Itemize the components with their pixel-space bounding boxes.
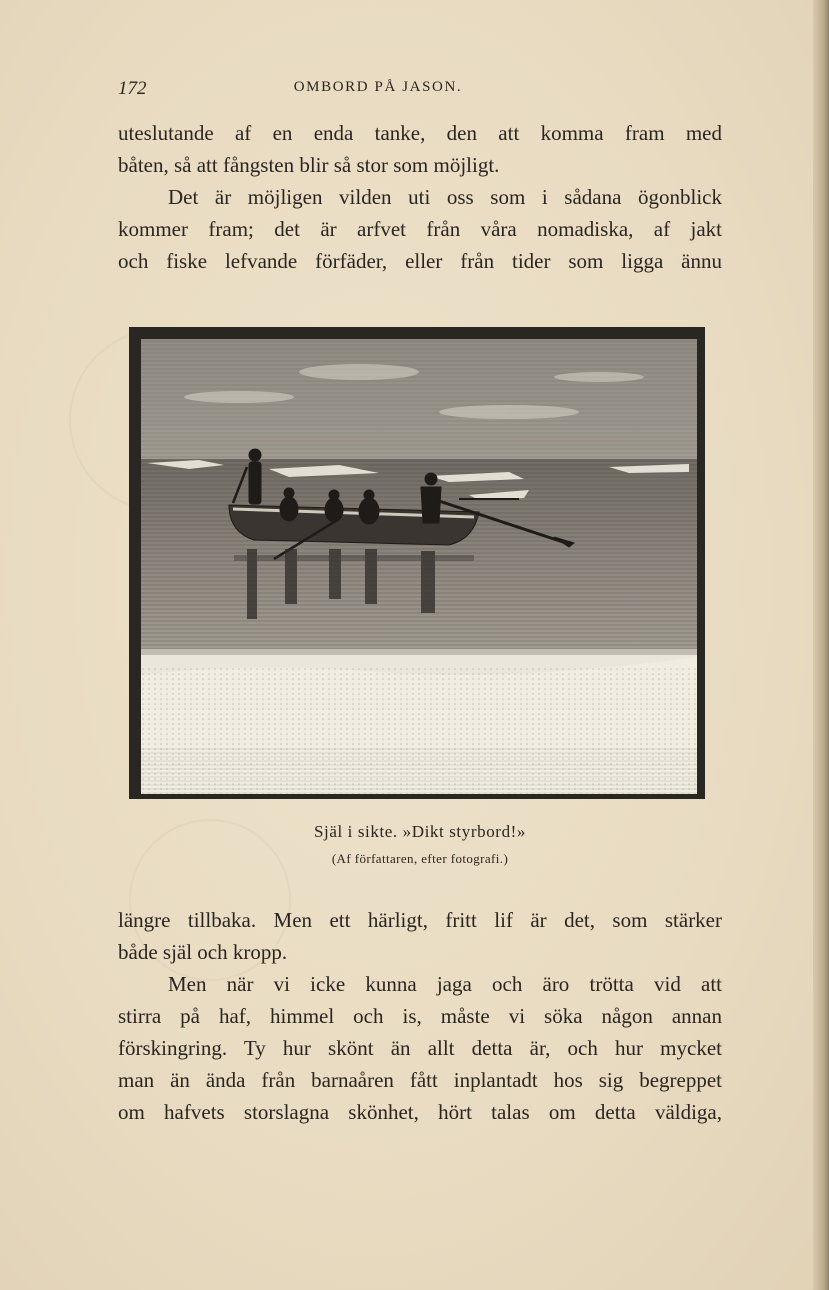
text-line: om hafvets storslagna skönhet, hört talas om detta väldiga, (118, 1100, 722, 1124)
running-header (118, 78, 722, 102)
text-line: kommer fram; det är arfvet från våra nomadiska, af jakt (118, 217, 722, 241)
text-line: längre tillbaka. Men ett härligt, fritt lif är det, som stärker (118, 908, 722, 932)
engraving-figure (129, 327, 705, 799)
page-number: 172 (118, 78, 147, 99)
text-line: och fiske lefvande förfäder, eller från tider som ligga ännu (118, 249, 722, 273)
figure-credit: (Af författaren, efter fotografi.) (331, 851, 509, 866)
text-line: både själ och kropp. (118, 940, 288, 964)
paragraph-block-bottom (118, 904, 722, 1128)
text-line: förskingring. Ty hur skönt än allt detta är, och hur mycket (118, 1036, 722, 1060)
text-line: Men när vi icke kunna jaga och äro trötta vid att (168, 972, 722, 996)
page-gutter (813, 0, 829, 1290)
text-line: Det är möjligen vilden uti oss som i sådana ögonblick (168, 185, 722, 209)
figure-caption: Själ i sikte. »Dikt styrbord!» (313, 822, 527, 841)
text-line: båten, så att fångsten blir så stor som möjligt. (118, 153, 500, 177)
text-line: uteslutande af en enda tanke, den att komma fram med (118, 121, 722, 145)
running-title: OMBORD PÅ JASON. (293, 79, 463, 95)
text-line: man än ända från barnaåren fått inplantadt hos sig begreppet (118, 1068, 722, 1092)
text-line: stirra på haf, himmel och is, måste vi söka någon annan (118, 1004, 722, 1028)
paragraph-block-top (118, 117, 722, 277)
engraving-illustration (129, 327, 705, 799)
